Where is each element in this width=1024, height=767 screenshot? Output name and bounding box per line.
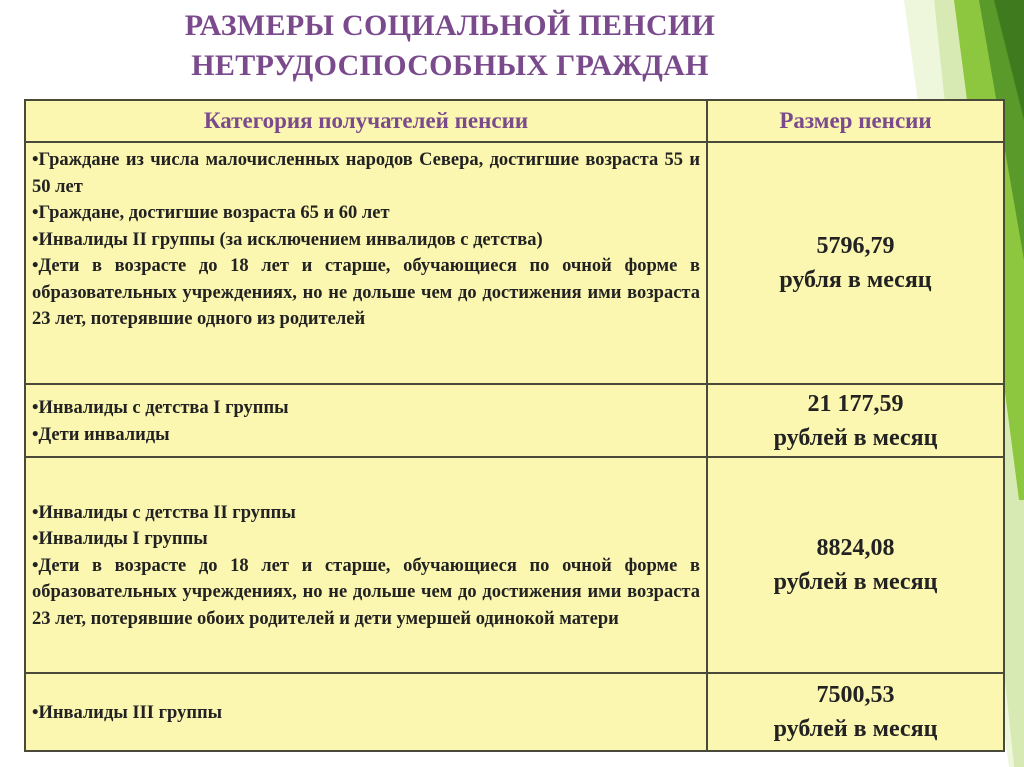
list-item: •Инвалиды с детства I группы — [32, 398, 289, 418]
table-row — [25, 142, 1004, 384]
pension-table — [24, 99, 1005, 752]
page-title — [100, 6, 800, 86]
table-header-row — [25, 100, 1004, 142]
table-row — [25, 384, 1004, 457]
amount-value: 7500,53 — [816, 682, 895, 708]
list-item: •Дети инвалиды — [32, 424, 170, 445]
amount-unit: рублей в месяц — [773, 716, 938, 742]
table-row — [25, 673, 1004, 751]
list-item: •Граждане из числа малочисленных народов Севера, достигшие возраста 55 и 50 лет — [32, 150, 700, 197]
amount-value: 8824,08 — [816, 535, 895, 561]
amount-value: 21 177,59 — [807, 390, 904, 417]
list-item: •Инвалиды III группы — [32, 702, 223, 723]
list-item: •Инвалиды с детства II группы — [32, 502, 296, 523]
amount-unit: рубля в месяц — [779, 267, 932, 293]
list-item: •Инвалиды II группы (за исключением инвалидов с детства) — [32, 229, 543, 250]
category-cell — [25, 142, 707, 384]
amount-cell — [707, 384, 1004, 457]
title-line-1: РАЗМЕРЫ СОЦИАЛЬНОЙ ПЕНСИИ — [184, 9, 716, 42]
amount-value: 5796,79 — [816, 233, 895, 259]
category-cell — [25, 673, 707, 751]
amount-unit: рублей в месяц — [773, 424, 938, 451]
category-cell — [25, 457, 707, 673]
list-item: •Граждане, достигшие возраста 65 и 60 лет — [32, 203, 390, 223]
amount-unit: рублей в месяц — [773, 569, 938, 595]
amount-cell — [707, 673, 1004, 751]
category-cell — [25, 384, 707, 457]
header-amount: Размер пенсии — [707, 100, 1004, 142]
list-item: •Дети в возрасте до 18 лет и старше, обучающиеся по очной форме в образовательных учреждениях, но не дольше чем до достижения ими возраста 23 лет, потерявшие одного из родителей — [32, 256, 700, 329]
list-item: •Дети в возрасте до 18 лет и старше, обучающиеся по очной форме в образовательных учреждениях, но не дольше чем до достижения ими возраста 23 лет, потерявшие обоих родителей и дети умершей одинокой матери — [32, 555, 700, 629]
header-category: Категория получателей пенсии — [25, 100, 707, 142]
list-item: •Инвалиды I группы — [32, 529, 208, 550]
amount-cell — [707, 142, 1004, 384]
amount-cell — [707, 457, 1004, 673]
table-row — [25, 457, 1004, 673]
title-line-2: НЕТРУДОСПОСОБНЫХ ГРАЖДАН — [191, 49, 709, 82]
